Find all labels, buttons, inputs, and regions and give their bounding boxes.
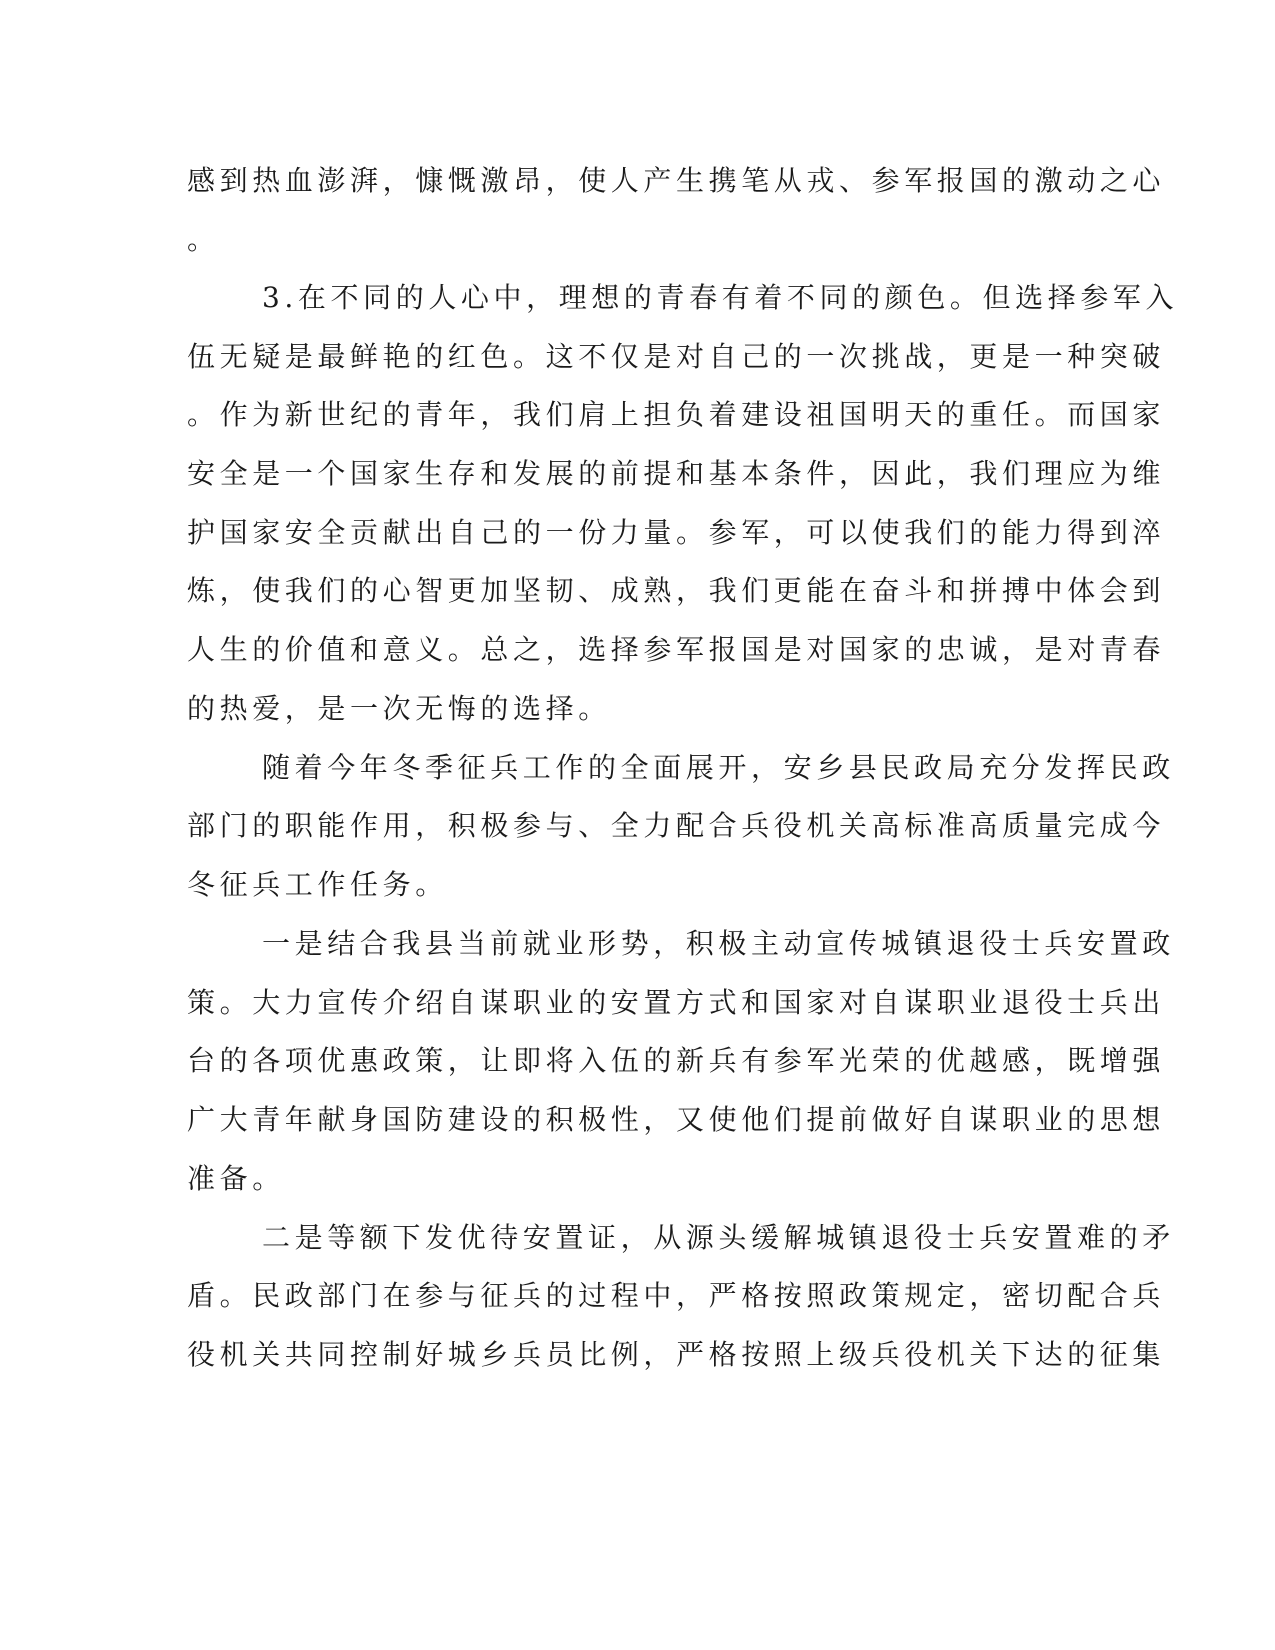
text-line: 策。大力宣传介绍自谋职业的安置方式和国家对自谋职业退役士兵出	[187, 986, 1166, 1019]
text-line: 台的各项优惠政策，让即将入伍的新兵有参军光荣的优越感，既增强	[187, 1044, 1166, 1077]
text-line: 护国家安全贡献出自己的一份力量。参军，可以使我们的能力得到淬	[187, 516, 1166, 549]
text-line: 盾。民政部门在参与征兵的过程中，严格按照政策规定，密切配合兵	[187, 1279, 1166, 1312]
text-line: 随着今年冬季征兵工作的全面展开，安乡县民政局充分发挥民政	[262, 751, 1175, 784]
text-line: 一是结合我县当前就业形势，积极主动宣传城镇退役士兵安置政	[262, 927, 1175, 960]
text-line: 人生的价值和意义。总之，选择参军报国是对国家的忠诚，是对青春	[187, 633, 1166, 666]
text-line: 安全是一个国家生存和发展的前提和基本条件，因此，我们理应为维	[187, 457, 1166, 490]
text-line: 二是等额下发优待安置证，从源头缓解城镇退役士兵安置难的矛	[262, 1221, 1175, 1254]
text-line: 冬征兵工作任务。	[187, 868, 448, 901]
text-line: 准备。	[187, 1162, 285, 1195]
text-line: 3.在不同的人心中，理想的青春有着不同的颜色。但选择参军入	[262, 281, 1179, 314]
text-line: 广大青年献身国防建设的积极性，又使他们提前做好自谋职业的思想	[187, 1103, 1166, 1136]
text-line: 。作为新世纪的青年，我们肩上担负着建设祖国明天的重任。而国家	[187, 398, 1166, 431]
text-line: 。	[187, 223, 220, 256]
text-line: 的热爱，是一次无悔的选择。	[187, 692, 611, 725]
text-line: 役机关共同控制好城乡兵员比例，严格按照上级兵役机关下达的征集	[187, 1338, 1166, 1371]
text-line: 部门的职能作用，积极参与、全力配合兵役机关高标准高质量完成今	[187, 809, 1166, 842]
text-line: 感到热血澎湃，慷慨激昂，使人产生携笔从戎、参军报国的激动之心	[187, 164, 1166, 197]
text-line: 炼，使我们的心智更加坚韧、成熟，我们更能在奋斗和拼搏中体会到	[187, 574, 1166, 607]
text-line: 伍无疑是最鲜艳的红色。这不仅是对自己的一次挑战，更是一种突破	[187, 340, 1166, 373]
